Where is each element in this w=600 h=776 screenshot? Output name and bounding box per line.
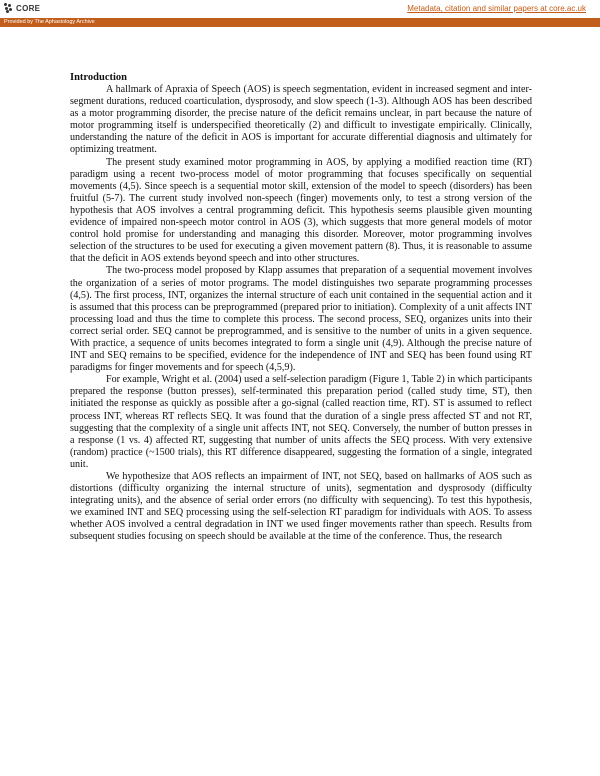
core-logo-icon — [4, 3, 14, 13]
paragraph-1: A hallmark of Apraxia of Speech (AOS) is speech segmentation, evident in increased segment and inter-segment durations, reduced coarticulation, dysprosody, and slow speech (1-3). Although AOS has been described as a motor programming disorder, the precise nature of the deficit remains unclear, in part because the nature of motor programming itself is underspecified theoretically (2) and difficult to investigate empirically. Clinically, understanding the nature of the deficit in AOS is important for accurate differential diagnosis and ultimately for optimizing treatment. — [70, 84, 532, 156]
provided-by-bar — [0, 18, 600, 27]
paragraph-5: We hypothesize that AOS reflects an impairment of INT, not SEQ, based on hallmarks of AOS such as distortions (difficulty organizing the internal structure of units), segmentation and dysprosody (difficulty integrating units), and the absence of serial order errors (no difficulty with sequencing). To test this hypothesis, we examined INT and SEQ processing using the self-selection RT paradigm for individuals with AOS. To assess whether AOS involved a central degradation in INT we used finger movements rather than speech. Results from subsequent studies focusing on speech should be available at the time of the conference. Thus, the research — [70, 471, 532, 543]
metadata-link[interactable]: Metadata, citation and similar papers at core.ac.uk — [407, 4, 586, 13]
core-header-bar — [0, 0, 600, 18]
paragraph-2: The present study examined motor programming in AOS, by applying a modified reaction time (RT) paradigm using a recent two-process model of motor programming that focuses specifically on sequential movements (4,5). Since speech is a sequential motor skill, extension of the model to speech (disorders) has been fruitful (5-7). The current study involved non-speech (finger) movements only, to test a strong version of the hypothesis that AOS involves a central programming deficit. This hypothesis seems plausible given mounting evidence of impaired non-speech motor control in AOS (3), which suggests that more general models of motor control hold promise for understanding and managing this disorder. Moreover, motor programming involves selection of the structures to be used for executing a given movement pattern (8). Thus, it is reasonable to assume that the deficit in AOS extends beyond speech and into other structures. — [70, 156, 532, 265]
paragraph-4: For example, Wright et al. (2004) used a self-selection paradigm (Figure 1, Table 2) in which participants prepared the response (button presses), self-terminated this preparation period (called study time, ST), then initiated the response as quickly as possible after a go-signal (called reaction time, RT). ST is assumed to reflect process INT, whereas RT reflects SEQ. It was found that the duration of a single press affected ST and not RT, suggesting that the complexity of a single unit affects INT, not SEQ. Conversely, the number of button presses in a response (1 vs. 4) affected RT, suggesting that number of units affects the SEQ process. With very extensive (random) practice (~1500 trials), this RT difference disappeared, suggesting the formation of a single, integrated unit. — [70, 374, 532, 470]
core-logo-text: CORE — [16, 3, 41, 13]
paper-body — [70, 71, 532, 544]
paragraph-3: The two-process model proposed by Klapp assumes that preparation of a sequential movement involves the organization of a series of motor programs. The model distinguishes two separate programming processes (4,5). The first process, INT, organizes the internal structure of each unit contained in the sequential action and it is assumed that this process can be preprogrammed (prepared prior to initiation). Complexity of a unit affects INT processing load and thus the time to complete this process. The second process, SEQ, organizes units into their correct serial order. SEQ cannot be preprogrammed, and is sensitive to the number of units in a given sequence. With practice, a sequence of units becomes integrated to form a single unit (4,9). Although the precise nature of INT and SEQ remains to be specified, evidence for the independence of INT and SEQ has been found using RT paradigms for finger movements and for speech (4,5,9). — [70, 265, 532, 374]
provided-by-text[interactable]: Provided by The Aphasiology Archive — [4, 19, 95, 25]
core-logo[interactable] — [4, 2, 40, 14]
section-heading: Introduction — [70, 72, 127, 83]
